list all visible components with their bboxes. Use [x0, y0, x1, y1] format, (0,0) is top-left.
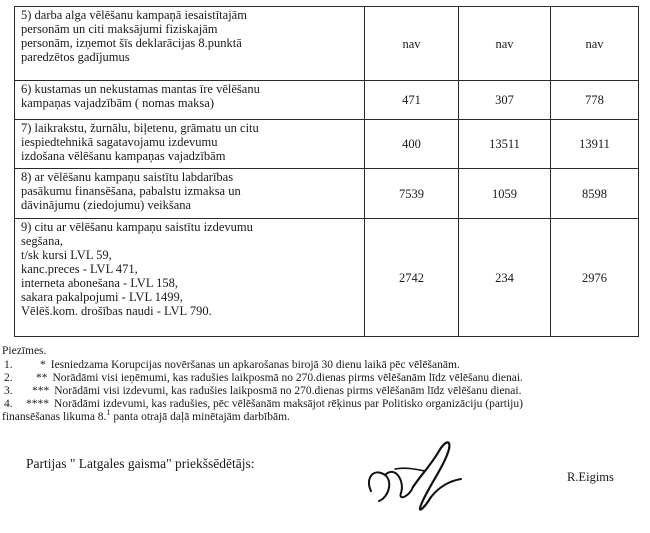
value-cell: 13511 [459, 120, 551, 169]
notes-heading: Piezīmes. [2, 345, 47, 357]
value-cell: 778 [551, 81, 639, 120]
notes-section [2, 345, 642, 424]
note-marker: * [40, 359, 46, 371]
note-number: 2. [4, 372, 13, 384]
handwritten-signature [365, 435, 475, 521]
note-text: Iesniedzama Korupcijas novēršanas un apkarošanas birojā 30 dienu laikā pēc vēlēšanām. [50, 359, 460, 371]
expense-table [14, 6, 639, 337]
note-item [2, 372, 642, 385]
value-cell: 7539 [365, 169, 459, 219]
value-cell: 471 [365, 81, 459, 120]
value-cell: 2976 [551, 219, 639, 337]
note-number: 3. [4, 385, 13, 397]
row-description: 7) laikrakstu, žurnālu, biļetenu, grāmatu un citu iespiedtehnikā sagatavojamu izdevumu izdošana vēlēšanu kampaņas vajadzībām [15, 120, 365, 169]
row-description: 8) ar vēlēšanu kampaņu saistītu labdarības pasākumu finansēšana, pabalstu izmaksa un dāvinājumu (ziedojumu) veikšana [15, 169, 365, 219]
note-marker: *** [32, 385, 50, 397]
note-number: 4. [4, 398, 13, 410]
signatory-name: R.Eigims [567, 470, 614, 484]
value-cell: 2742 [365, 219, 459, 337]
note-text-continued: finansēšanas likuma 8.$^1$ panta otrajā daļā minētajām darbībām. [2, 408, 290, 423]
note-marker: **** [26, 398, 49, 410]
row-description: 9) citu ar vēlēšanu kampaņu saistītu izdevumu segšana, t/sk kursi LVL 59, kanc.preces - LVL 471, interneta abonešana - LVL 158, sakara pakalpojumi - LVL 1499, Vēlēš.kom. drošības naudi - LVL 790. [15, 219, 365, 337]
note-text: Norādāmi izdevumi, kas radušies, pēc vēlēšanām maksājot rēķinus par Politisko organizāciju (partiju) [54, 398, 523, 410]
note-marker: ** [36, 372, 48, 384]
value-cell: 234 [459, 219, 551, 337]
value-cell: 307 [459, 81, 551, 120]
table-row [15, 120, 639, 169]
table-row [15, 81, 639, 120]
row-description: 5) darba alga vēlēšanu kampaņā iesaistītajām personām un citi maksājumi fiziskajām personām, izņemot šīs deklarācijas 8.punktā paredzētos gadījumus [15, 7, 365, 81]
table-row [15, 7, 639, 81]
table-row [15, 219, 639, 337]
note-item [2, 359, 642, 372]
row-description: 6) kustamas un nekustamas mantas īre vēlēšanu kampaņas vajadzībām ( nomas maksa) [15, 81, 365, 120]
value-cell: 8598 [551, 169, 639, 219]
signatory-label: Partijas " Latgales gaisma" priekšsēdētājs: [26, 456, 255, 471]
note-text: Norādāmi visi ieņēmumi, kas radušies laikposmā no 270.dienas pirms vēlēšanām līdz vēlēšanu dienai. [52, 372, 523, 384]
value-cell: nav [551, 7, 639, 81]
value-cell: 400 [365, 120, 459, 169]
note-number: 1. [4, 359, 13, 371]
value-cell: 13911 [551, 120, 639, 169]
note-item [2, 385, 642, 398]
value-cell: nav [365, 7, 459, 81]
value-cell: 1059 [459, 169, 551, 219]
value-cell: nav [459, 7, 551, 81]
table-row [15, 169, 639, 219]
note-text: Norādāmi visi izdevumi, kas radušies laikposmā no 270.dienas pirms vēlēšanām līdz vēlēšanu dienai. [54, 385, 522, 397]
note-item [2, 398, 642, 424]
